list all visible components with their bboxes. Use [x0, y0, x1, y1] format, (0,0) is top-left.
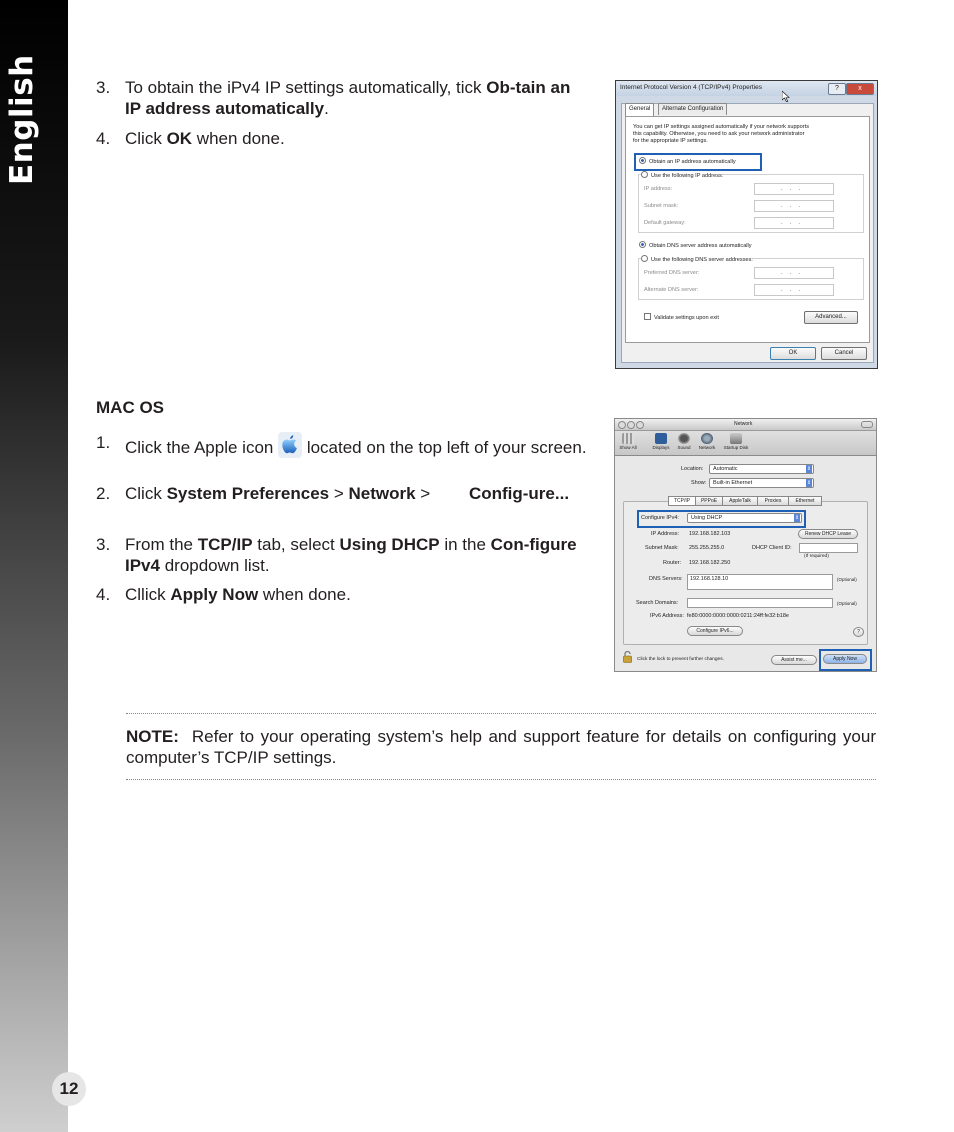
dialog-titlebar — [615, 419, 876, 431]
intro-line: You can get IP settings assigned automatically if your network supports — [633, 124, 809, 130]
step-bold: TCP/IP — [197, 535, 253, 554]
dns-servers-label: DNS Servers: — [649, 576, 683, 582]
close-button[interactable]: x — [846, 83, 874, 95]
preferred-dns-label: Preferred DNS server: — [644, 270, 700, 276]
windows-ipv4-dialog — [615, 80, 878, 369]
help-button[interactable]: ? — [828, 83, 846, 95]
toolbar-toggle-button[interactable] — [861, 421, 873, 428]
step-bold: System Preferences — [166, 484, 330, 503]
tab-tcpip[interactable]: TCP/IP — [668, 496, 696, 506]
step-text: tab, select — [252, 535, 340, 554]
radio-label: Use the following IP address: — [651, 173, 724, 179]
mac-os-heading: MAC OS — [96, 398, 164, 417]
step-number: 3. — [96, 78, 111, 97]
ipv6-address-label: IPv6 Address: — [650, 613, 684, 619]
default-gateway-field[interactable]: ... — [754, 217, 834, 229]
alternate-dns-field[interactable]: ... — [754, 284, 834, 296]
radio-obtain-dns-auto[interactable] — [639, 241, 752, 249]
step-text: dropdown list. — [159, 556, 270, 575]
step-bold: Con-figure IPv4 — [125, 535, 577, 575]
intro-line: this capability. Otherwise, you need to ask your network administrator — [633, 131, 805, 137]
location-select[interactable] — [709, 464, 814, 474]
if-required-note: (If required) — [804, 554, 829, 559]
help-button[interactable]: ? — [853, 627, 864, 637]
step-text: located on the top left of your screen. — [302, 438, 587, 457]
lock-icon[interactable] — [623, 651, 632, 663]
step-text: when done. — [192, 129, 285, 148]
router-value: 192.168.182.250 — [689, 560, 731, 566]
disk-icon — [730, 433, 742, 444]
preferred-dns-field[interactable]: ... — [754, 267, 834, 279]
dns-servers-field[interactable]: 192.168.128.10 — [687, 574, 833, 590]
general-panel — [625, 116, 870, 343]
tab-appletalk[interactable]: AppleTalk — [722, 496, 758, 506]
toolbar-show-all[interactable] — [617, 433, 639, 450]
toolbar-label: Show All — [619, 445, 637, 450]
ip-address-label: IP Address: — [651, 531, 680, 537]
note-text: Refer to your operating system’s help and support feature for details on configuring your computer’s TCP/IP settings. — [126, 727, 876, 767]
radio-obtain-ip-auto[interactable] — [639, 157, 736, 165]
toolbar-network[interactable] — [696, 433, 718, 450]
dialog-titlebar — [616, 81, 877, 96]
zoom-button[interactable] — [636, 421, 644, 429]
optional-note: (Optional) — [837, 601, 857, 606]
step-bold: OK — [166, 129, 193, 148]
router-label: Router: — [663, 560, 682, 566]
step-text: To obtain the iPv4 IP settings automatically, tick — [125, 78, 487, 97]
dialog-body — [621, 103, 874, 363]
speaker-icon — [678, 433, 690, 444]
default-gateway-label: Default gateway: — [644, 220, 686, 226]
step-number: 1. — [96, 433, 111, 452]
subnet-mask-label: Subnet Mask: — [645, 545, 679, 551]
ok-button[interactable]: OK — [770, 347, 816, 360]
radio-icon — [641, 255, 648, 262]
step-bold: Apply Now — [170, 585, 259, 604]
step-text: > — [415, 484, 435, 503]
cursor-icon — [782, 91, 790, 102]
configure-ipv6-button[interactable]: Configure IPv6... — [687, 626, 743, 636]
cancel-button[interactable]: Cancel — [821, 347, 867, 360]
subnet-mask-field[interactable]: ... — [754, 200, 834, 212]
toolbar-label: Startup Disk — [723, 445, 749, 450]
select-arrow-icon: ⇕ — [806, 480, 812, 486]
step-bold: Using DHCP — [339, 535, 440, 554]
note-block — [126, 726, 876, 768]
renew-dhcp-lease-button[interactable]: Renew DHCP Lease — [798, 529, 858, 539]
ip-address-field[interactable]: ... — [754, 183, 834, 195]
grid-icon — [622, 433, 634, 444]
step-number: 4. — [96, 585, 111, 604]
step-text: From the — [125, 535, 198, 554]
step-text: Cllick — [125, 585, 171, 604]
step-number: 2. — [96, 484, 111, 503]
step-text: . — [324, 99, 329, 118]
toolbar-label: Network — [698, 445, 716, 450]
note-divider-bottom — [126, 779, 876, 780]
step-text: in the — [439, 535, 491, 554]
configure-ipv4-select[interactable] — [687, 513, 802, 523]
tab-proxies[interactable]: Proxies — [757, 496, 789, 506]
sidebar — [0, 0, 68, 1132]
radio-selected-icon — [639, 157, 646, 164]
search-domains-field[interactable] — [687, 598, 833, 608]
select-value: Automatic — [713, 466, 738, 472]
radio-use-static-ip[interactable] — [641, 171, 723, 179]
tab-pppoe[interactable]: PPPoE — [695, 496, 723, 506]
radio-label: Use the following DNS server addresses: — [651, 257, 753, 263]
dialog-title: Network — [734, 421, 753, 427]
apply-now-button[interactable]: Apply Now — [823, 654, 867, 664]
minimize-button[interactable] — [627, 421, 635, 429]
radio-label: Obtain DNS server address automatically — [649, 243, 752, 249]
ipv6-address-value: fe80:0000:0000:0000:0211:24ff:fe32:b18e — [687, 613, 789, 619]
alternate-dns-label: Alternate DNS server: — [644, 287, 699, 293]
step-number: 3. — [96, 535, 111, 554]
dialog-title: Internet Protocol Version 4 (TCP/IPv4) Properties — [620, 84, 762, 91]
page-number: 12 — [52, 1072, 86, 1106]
step-bold: Config-ure... — [468, 484, 570, 503]
toolbar-label: Sound — [677, 445, 691, 450]
display-icon — [655, 433, 667, 444]
dhcp-client-id-field[interactable] — [799, 543, 858, 553]
select-arrow-icon: ⇕ — [794, 515, 800, 521]
toolbar-startup-disk[interactable] — [723, 433, 749, 450]
advanced-button[interactable]: Advanced... — [804, 311, 858, 324]
subnet-mask-label: Subnet mask: — [644, 203, 679, 209]
step-text: when done. — [258, 585, 351, 604]
globe-icon — [701, 433, 713, 444]
select-value: Built-in Ethernet — [713, 480, 753, 486]
step-number: 4. — [96, 129, 111, 148]
tab-alternate-configuration[interactable]: Alternate Configuration — [658, 103, 727, 115]
subnet-mask-value: 255.255.255.0 — [689, 545, 725, 551]
toolbar-sound[interactable] — [673, 433, 695, 450]
intro-line: for the appropriate IP settings. — [633, 138, 708, 144]
radio-icon — [641, 171, 648, 178]
tab-general[interactable]: General — [625, 103, 654, 116]
show-select[interactable] — [709, 478, 814, 488]
sidebar-language-label: English — [4, 54, 40, 185]
toolbar-label: Displays — [652, 445, 670, 450]
note-divider-top — [126, 713, 876, 714]
search-domains-label: Search Domains: — [636, 600, 679, 606]
toolbar-displays[interactable] — [650, 433, 672, 450]
note-label: NOTE: — [126, 727, 179, 746]
configure-ipv4-label: Configure IPv4: — [641, 515, 679, 521]
checkbox-label: Validate settings upon exit — [654, 315, 719, 321]
validate-checkbox[interactable] — [644, 313, 719, 321]
radio-label: Obtain an IP address automatically — [649, 159, 736, 165]
tab-ethernet[interactable]: Ethernet — [788, 496, 822, 506]
ip-address-value: 192.168.182.103 — [689, 531, 731, 537]
optional-note: (Optional) — [837, 577, 857, 582]
select-arrow-icon: ⇕ — [806, 466, 812, 472]
step-text: Click — [125, 484, 167, 503]
radio-use-static-dns[interactable] — [641, 255, 753, 263]
ip-address-label: IP address: — [644, 186, 673, 192]
step-bold: Network — [348, 484, 416, 503]
select-value: Using DHCP — [691, 515, 723, 521]
apple-icon — [278, 432, 302, 458]
step-text: > — [329, 484, 349, 503]
step-text: Click the Apple icon — [125, 438, 279, 457]
checkbox-icon — [644, 313, 651, 320]
step-text: Click — [125, 129, 167, 148]
radio-selected-icon — [639, 241, 646, 248]
lock-hint-text: Click the lock to prevent further changes. — [637, 657, 724, 662]
mac-network-dialog — [614, 418, 877, 672]
close-button[interactable] — [618, 421, 626, 429]
step-bold: Ob-tain an IP address automatically — [125, 78, 571, 118]
location-label: Location: — [681, 466, 704, 472]
show-label: Show: — [691, 480, 707, 486]
dhcp-client-id-label: DHCP Client ID: — [752, 545, 792, 551]
assist-me-button[interactable]: Assist me... — [771, 655, 817, 665]
